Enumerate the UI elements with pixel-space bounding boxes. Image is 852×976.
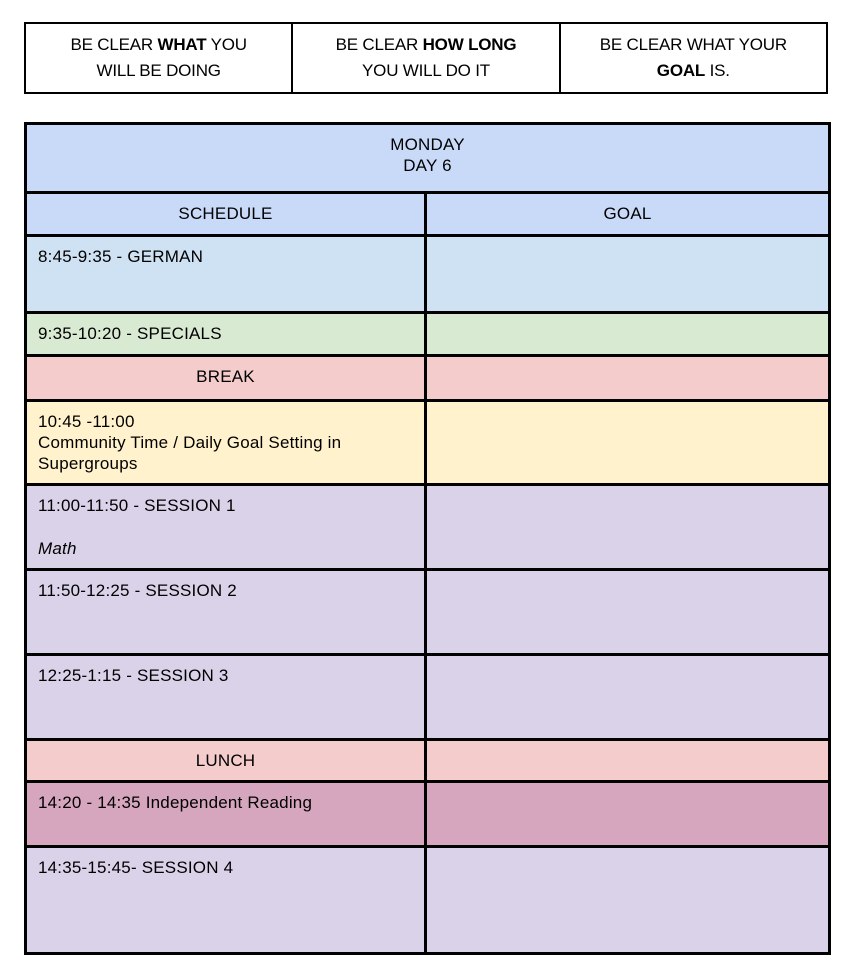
row-column-headers xyxy=(26,193,830,236)
schedule-cell-session-4 xyxy=(26,847,426,954)
schedule-cell-lunch: LUNCH xyxy=(26,740,426,782)
goal-cell-session-3 xyxy=(426,655,830,740)
goal-cell-community-time xyxy=(426,401,830,485)
row-break xyxy=(26,356,830,401)
schedule-table xyxy=(24,122,831,955)
row-german xyxy=(26,236,830,313)
goal-column-header: GOAL xyxy=(426,193,830,236)
reminder-line: BE CLEAR WHAT YOU xyxy=(70,35,247,54)
goal-cell-independent-reading xyxy=(426,782,830,847)
goal-cell-specials xyxy=(426,313,830,356)
goal-cell-session-1 xyxy=(426,485,830,570)
schedule-cell-specials xyxy=(26,313,426,356)
goal-cell-lunch xyxy=(426,740,830,782)
day-name: MONDAY xyxy=(390,135,465,154)
reminder-banner xyxy=(24,22,828,94)
schedule-cell-break: BREAK xyxy=(26,356,426,401)
reminder-card-goal xyxy=(559,24,826,92)
row-session-4 xyxy=(26,847,830,954)
schedule-text: 11:00-11:50 - SESSION 1 xyxy=(38,496,236,515)
row-lunch xyxy=(26,740,830,782)
row-session-2 xyxy=(26,570,830,655)
reminder-line: GOAL IS. xyxy=(656,61,730,80)
reminder-line: YOU WILL DO IT xyxy=(362,61,490,80)
schedule-text: 12:25-1:15 - SESSION 3 xyxy=(38,666,229,685)
reminder-card-what xyxy=(26,24,291,92)
schedule-text: 10:45 -11:00 xyxy=(38,412,135,431)
goal-cell-session-2 xyxy=(426,570,830,655)
schedule-cell-german xyxy=(26,236,426,313)
schedule-cell-session-3 xyxy=(26,655,426,740)
goal-cell-session-4 xyxy=(426,847,830,954)
goal-cell-german xyxy=(426,236,830,313)
schedule-text: 8:45-9:35 - GERMAN xyxy=(38,247,204,266)
goal-cell-break xyxy=(426,356,830,401)
schedule-text: 11:50-12:25 - SESSION 2 xyxy=(38,581,237,600)
reminder-line: WILL BE DOING xyxy=(96,61,221,80)
schedule-text: 14:35-15:45- SESSION 4 xyxy=(38,858,234,877)
row-day-title xyxy=(26,124,830,193)
schedule-cell-independent-reading xyxy=(26,782,426,847)
reminder-line: BE CLEAR WHAT YOUR xyxy=(599,35,787,54)
session-subject: Math xyxy=(38,539,77,558)
schedule-text: 9:35-10:20 - SPECIALS xyxy=(38,324,222,343)
schedule-cell-session-2 xyxy=(26,570,426,655)
row-community-time xyxy=(26,401,830,485)
reminder-line: BE CLEAR HOW LONG xyxy=(335,35,517,54)
day-title-cell xyxy=(26,124,830,193)
row-specials xyxy=(26,313,830,356)
row-session-3 xyxy=(26,655,830,740)
schedule-text: Community Time / Daily Goal Setting in Supergroups xyxy=(38,433,342,473)
day-number: DAY 6 xyxy=(403,156,452,175)
schedule-column-header: SCHEDULE xyxy=(26,193,426,236)
reminder-card-how-long xyxy=(291,24,558,92)
schedule-text: 14:20 - 14:35 Independent Reading xyxy=(38,793,313,812)
row-session-1 xyxy=(26,485,830,570)
row-independent-reading xyxy=(26,782,830,847)
schedule-cell-community-time xyxy=(26,401,426,485)
schedule-cell-session-1 xyxy=(26,485,426,570)
